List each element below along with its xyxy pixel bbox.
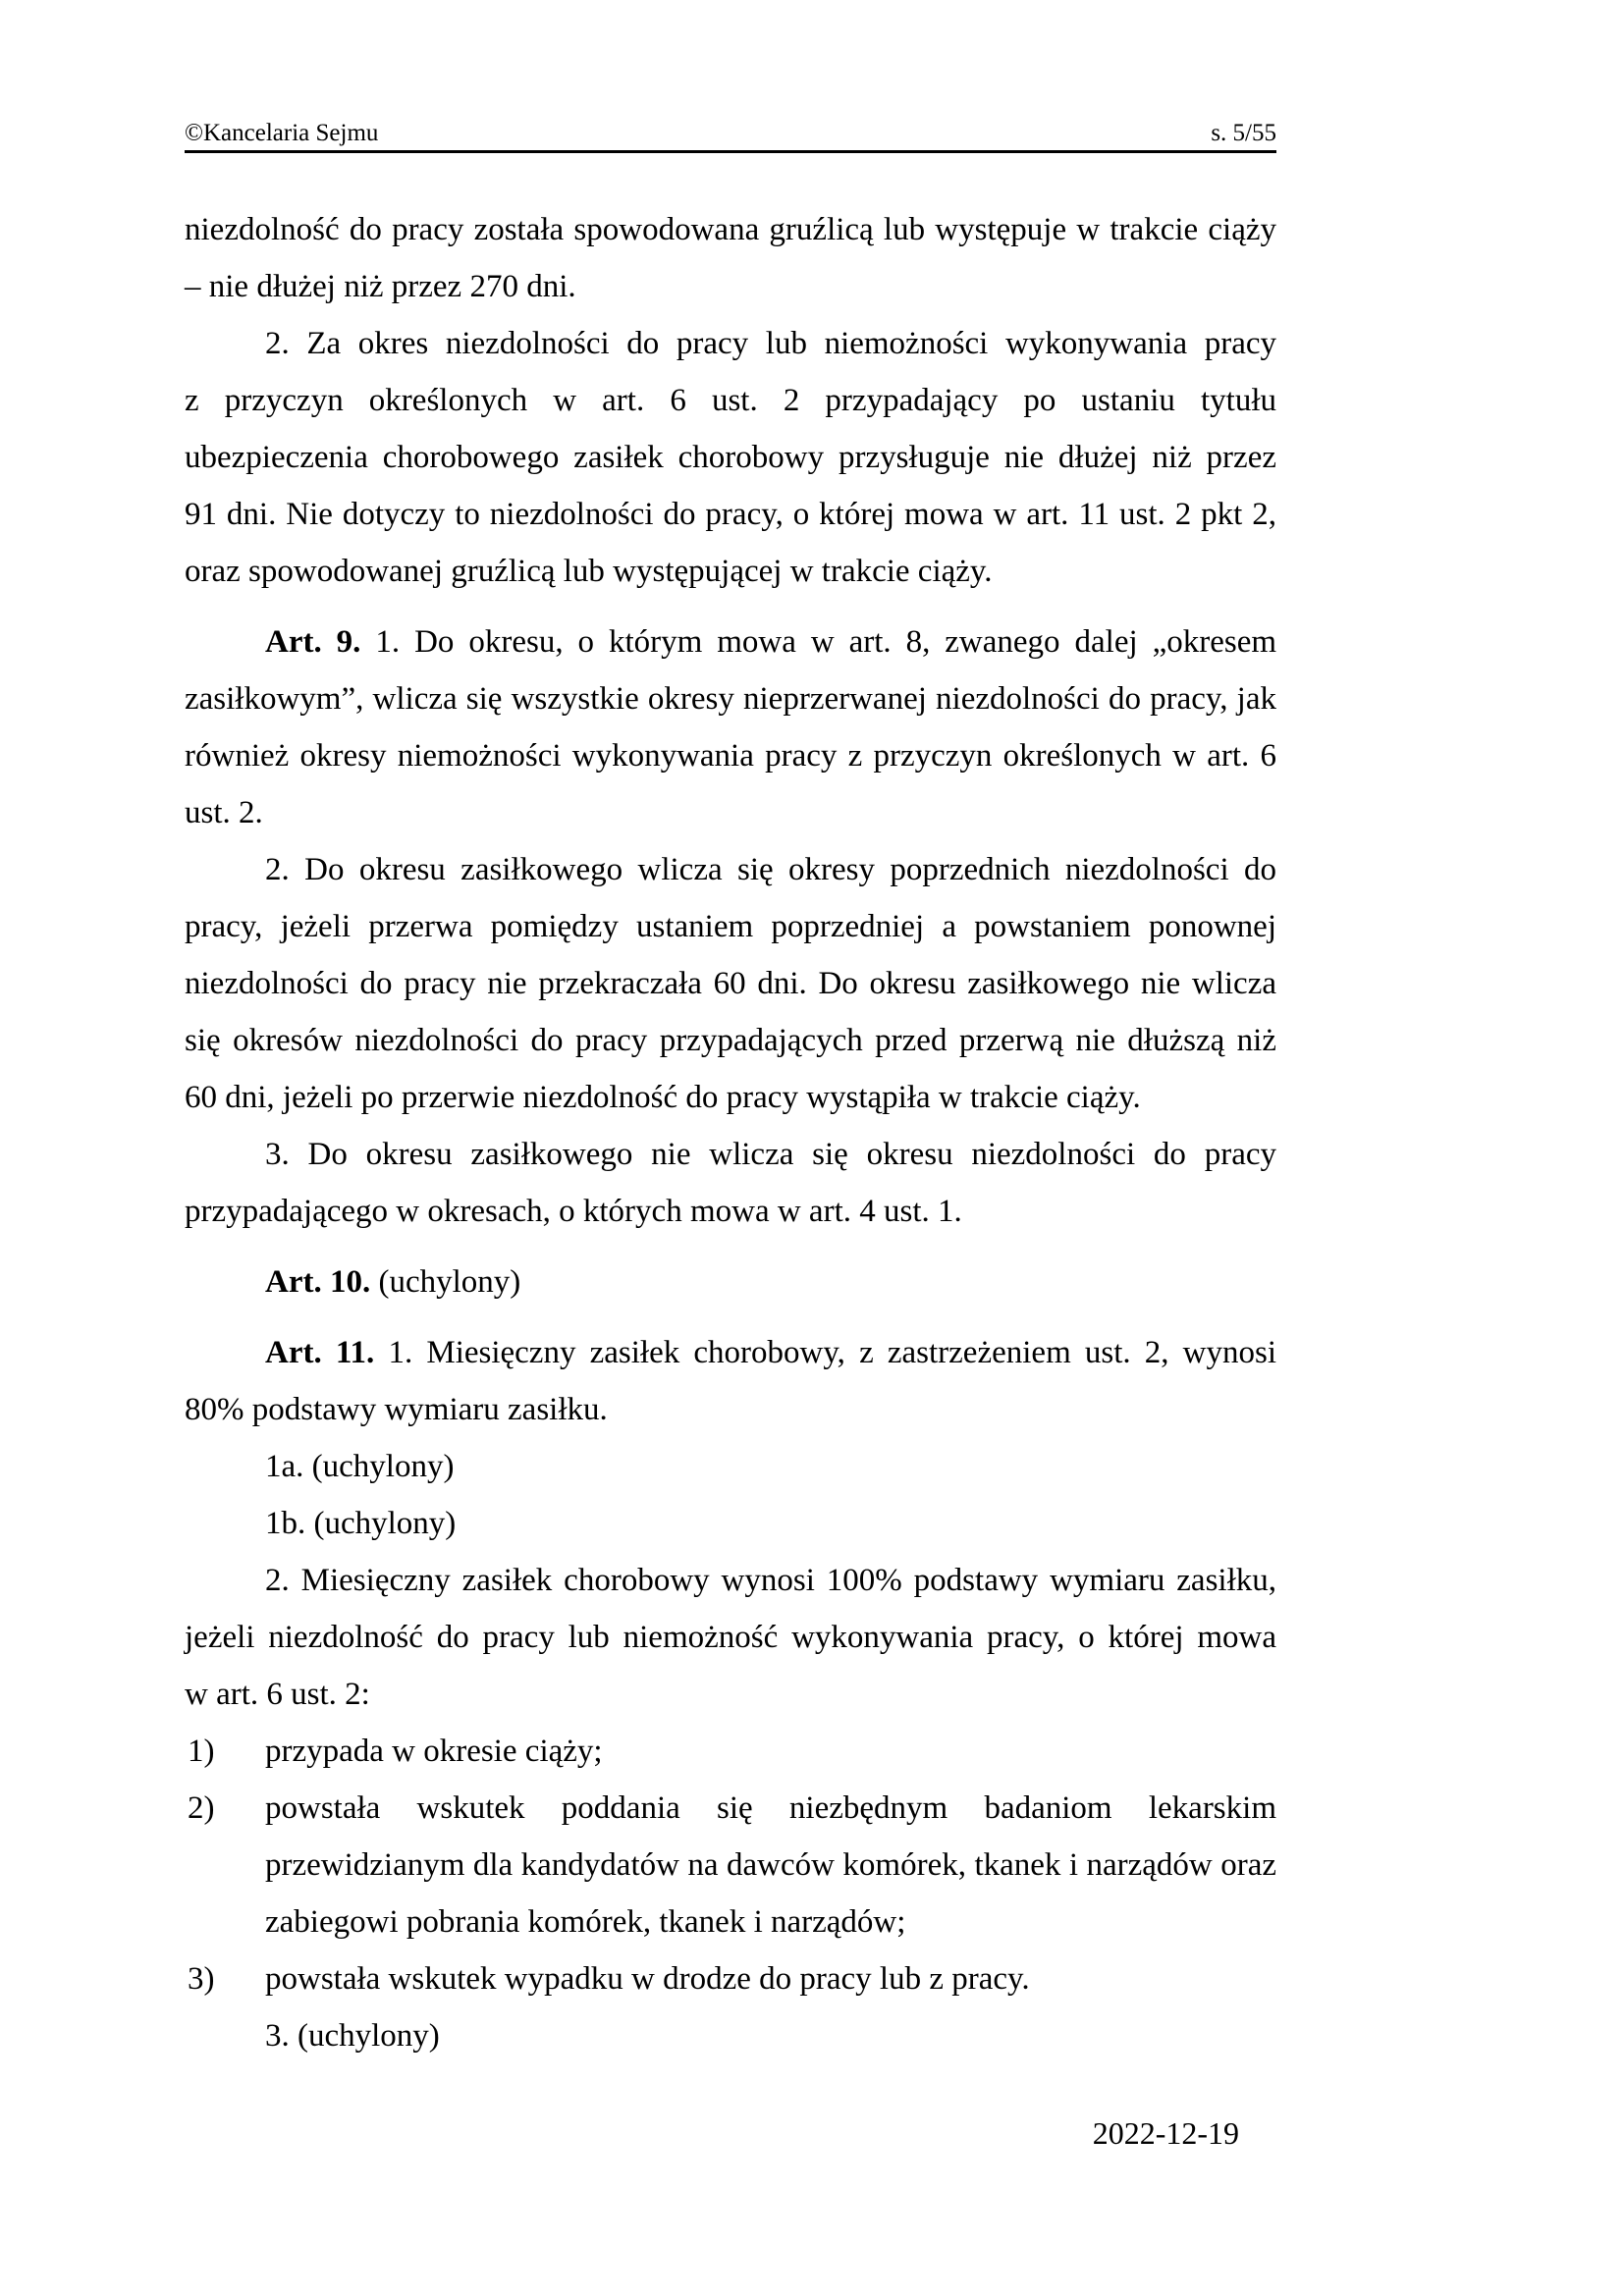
text-line: w art. 6 ust. 2:: [185, 1677, 370, 1712]
text-line: 2. Za okres niezdolności do pracy lub niemożności wykonywania pracy: [265, 326, 1276, 361]
paragraph: [185, 315, 1276, 600]
paragraph: [185, 614, 1276, 841]
list-item: [185, 1723, 1276, 1780]
paragraph: [185, 1495, 1276, 1552]
paragraph: [185, 2007, 1276, 2064]
text-line: zasiłkowym”, wlicza się wszystkie okresy nieprzerwanej niezdolności do pracy, jak: [185, 681, 1276, 717]
paragraph: [185, 201, 1276, 315]
text-line: niezdolności do pracy nie przekraczała 60 dni. Do okresu zasiłkowego nie wlicza: [185, 966, 1276, 1001]
page-header: [185, 0, 1276, 153]
text-span: (uchylony): [378, 1264, 521, 1300]
text-line: przypadającego w okresach, o których mowa w art. 4 ust. 1.: [185, 1194, 962, 1229]
text-line: 1b. (uchylony): [265, 1506, 457, 1541]
page-footer: [1093, 2115, 1239, 2152]
text-line: ust. 2.: [185, 795, 263, 830]
text-line: 3. Do okresu zasiłkowego nie wlicza się okresu niezdolności do pracy: [265, 1137, 1276, 1172]
text-line: ubezpieczenia chorobowego zasiłek chorobowy przysługuje nie dłużej niż przez: [185, 440, 1276, 475]
list-marker: 2): [188, 1790, 215, 1826]
list-marker: 3): [188, 1961, 215, 1997]
text-line: [185, 1254, 1276, 1310]
text-line: 91 dni. Nie dotyczy to niezdolności do pracy, o której mowa w art. 11 ust. 2 pkt 2,: [185, 497, 1276, 532]
header-page-number: s. 5/55: [1211, 120, 1276, 146]
text-line: niezdolność do pracy została spowodowana gruźlicą lub występuje w trakcie ciąży: [185, 212, 1276, 247]
text-line: pracy, jeżeli przerwa pomiędzy ustaniem poprzedniej a powstaniem ponownej: [185, 909, 1276, 944]
article-number: Art. 10.: [265, 1264, 371, 1300]
text-line: 80% podstawy wymiaru zasiłku.: [185, 1392, 608, 1427]
article-number: Art. 11.: [265, 1335, 375, 1370]
text-line: 2. Miesięczny zasiłek chorobowy wynosi 100% podstawy wymiaru zasiłku,: [265, 1563, 1276, 1598]
text-line: – nie dłużej niż przez 270 dni.: [185, 269, 576, 304]
paragraph: [185, 1254, 1276, 1310]
text-span: 1. Miesięczny zasiłek chorobowy, z zastrzeżeniem ust. 2, wynosi: [388, 1335, 1277, 1370]
text-line: przewidzianym dla kandydatów na dawców komórek, tkanek i narządów oraz: [265, 1847, 1276, 1883]
paragraph: [185, 1126, 1276, 1240]
text-line: powstała wskutek poddania się niezbędnym badaniom lekarskim: [265, 1790, 1276, 1826]
header-copyright: ©Kancelaria Sejmu: [185, 120, 379, 146]
list-marker: 1): [188, 1734, 215, 1769]
text-line: się okresów niezdolności do pracy przypadających przed przerwą nie dłuższą niż: [185, 1023, 1276, 1058]
list-item: [185, 1950, 1276, 2007]
paragraph: [185, 841, 1276, 1126]
text-line: 60 dni, jeżeli po przerwie niezdolność do pracy wystąpiła w trakcie ciąży.: [185, 1080, 1141, 1115]
footer-date: 2022-12-19: [1092, 2115, 1239, 2151]
text-line: 2. Do okresu zasiłkowego wlicza się okresy poprzednich niezdolności do: [265, 852, 1276, 887]
article-number: Art. 9.: [265, 624, 361, 660]
text-line: jeżeli niezdolność do pracy lub niemożność wykonywania pracy, o której mowa: [185, 1620, 1276, 1655]
text-line: [185, 1324, 1276, 1381]
text-line: powstała wskutek wypadku w drodze do pracy lub z pracy.: [265, 1961, 1030, 1997]
document-body: [185, 201, 1276, 2064]
text-line: zabiegowi pobrania komórek, tkanek i narządów;: [265, 1904, 906, 1940]
text-line: również okresy niemożności wykonywania pracy z przyczyn określonych w art. 6: [185, 738, 1276, 774]
text-line: przypada w okresie ciąży;: [265, 1734, 603, 1769]
paragraph: [185, 1552, 1276, 1723]
paragraph: [185, 1324, 1276, 1438]
text-line: 3. (uchylony): [265, 2018, 440, 2054]
list-item: [185, 1780, 1276, 1950]
paragraph: [185, 1438, 1276, 1495]
text-line: oraz spowodowanej gruźlicą lub występującej w trakcie ciąży.: [185, 554, 993, 589]
text-line: [185, 614, 1276, 670]
text-span: 1. Do okresu, o którym mowa w art. 8, zwanego dalej „okresem: [375, 624, 1277, 660]
text-line: 1a. (uchylony): [265, 1449, 455, 1484]
text-line: z przyczyn określonych w art. 6 ust. 2 przypadający po ustaniu tytułu: [185, 383, 1276, 418]
